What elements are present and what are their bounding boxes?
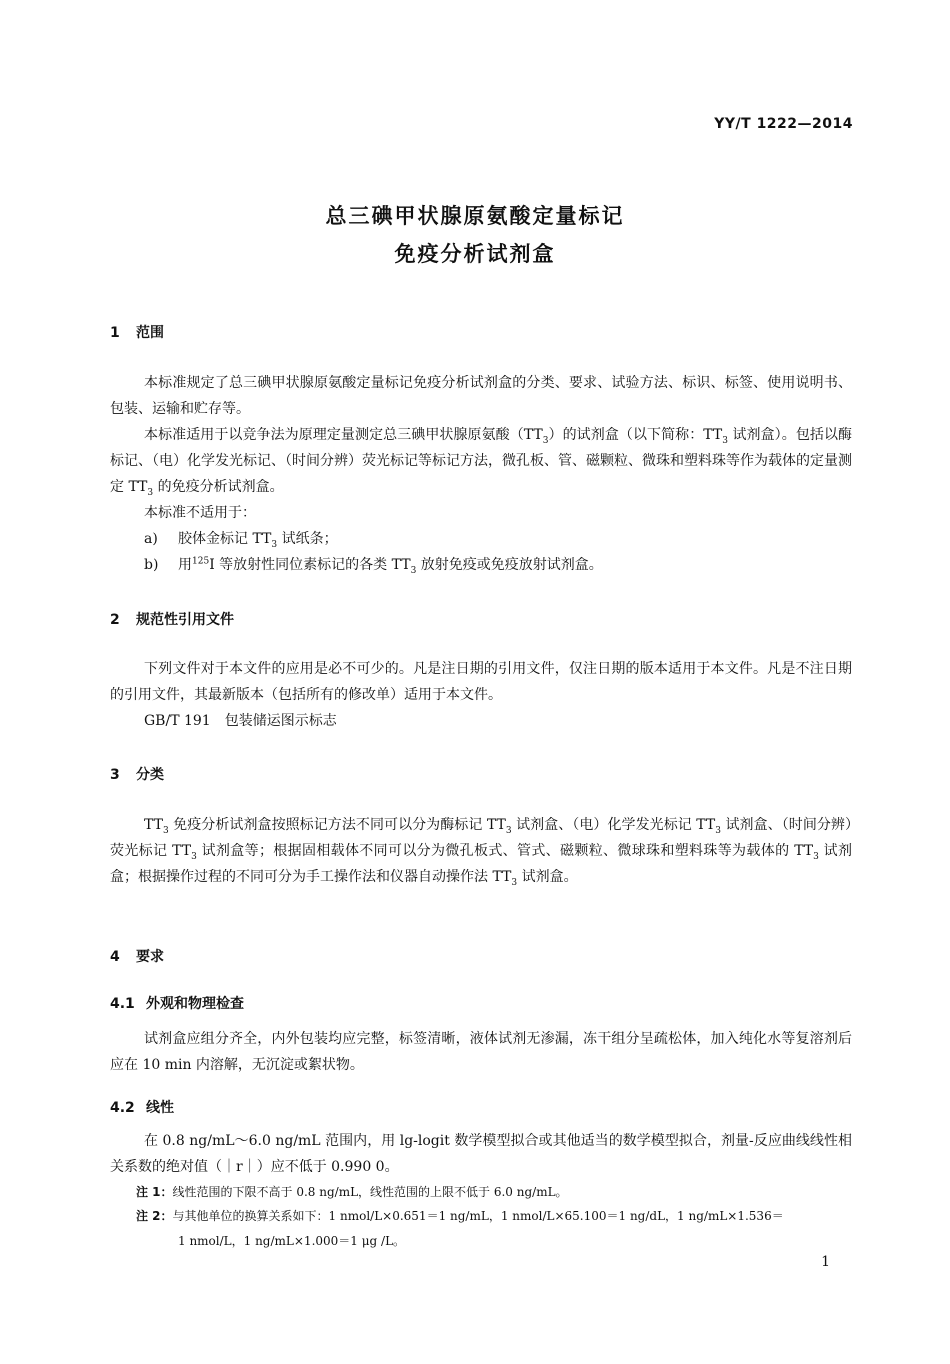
subsection-number: 4.2: [110, 1100, 135, 1116]
document-title-line-2: 免疫分析试剂盒: [394, 242, 556, 266]
section-2-paragraph: 下列文件对于本文件的应用是必不可少的。凡是注日期的引用文件，仅注日期的版本适用于本文件。凡是不注日期的引用文件，其最新版本（包括所有的修改单）适用于本文件。: [110, 661, 852, 703]
note-2: 注 2：与其他单位的换算关系如下：1 nmol/L×0.651＝1 ng/mL，1 nmol/L×65.100＝1 ng/dL，1 ng/mL×1.536＝: [136, 1209, 784, 1223]
section-1-heading: [110, 322, 164, 342]
note-label: 注 1：: [136, 1185, 173, 1199]
note-1: 注 1：线性范围的下限不高于 0.8 ng/mL，线性范围的上限不低于 6.0 ng/mL。: [136, 1185, 568, 1199]
section-number: 1: [110, 325, 120, 341]
list-item-a: a) 胶体金标记 $TT_3$ 试纸条；: [144, 531, 338, 550]
subsection-title: 线性: [146, 1100, 174, 1116]
section-1-paragraph-2: 本标准适用于以竞争法为原理定量测定总三碘甲状腺原氨酸$(TT_3)$的试剂盒（以下简称：$TT_3$ 试剂盒）。包括以酶标记、（电）化学发光标记、（时间分辨）荧光标记等标记方法，微孔板、管、磁颗粒、微珠和塑料珠等作为载体的定量测定 $TT_3$ 的免疫分析试剂盒。: [110, 427, 853, 498]
section-number: 4: [110, 949, 120, 965]
normative-reference: GB/T 191 包装储运图示标志: [144, 713, 337, 729]
section-title: 规范性引用文件: [136, 612, 234, 628]
subsection-4-1-paragraph: 试剂盒应组分齐全，内外包装均应完整，标签清晰，液体试剂无渗漏，冻干组分呈疏松体，加入纯化水等复溶剂后应在 10 min 内溶解，无沉淀或絮状物。: [110, 1031, 852, 1073]
section-3-heading: [110, 764, 164, 784]
document-title-line-1: 总三碘甲状腺原氨酸定量标记: [325, 204, 625, 228]
section-number: 3: [110, 767, 120, 783]
section-1-paragraph-1: 本标准规定了总三碘甲状腺原氨酸定量标记免疫分析试剂盒的分类、要求、试验方法、标识、标签、使用说明书、包装、运输和贮存等。: [110, 375, 852, 417]
subsection-4-2-paragraph: 在 0.8 ng/mL～6.0 ng/mL 范围内，用 lg-logit 数学模型拟合或其他适当的数学模型拟合，剂量-反应曲线线性相关系数的绝对值（｜r｜）应不低于 0.990 0。: [110, 1133, 852, 1175]
section-4-heading: [110, 946, 164, 966]
section-title: 要求: [136, 949, 164, 965]
standard-number: YY/T 1222—2014: [714, 116, 853, 132]
section-3-paragraph: $TT_3$ 免疫分析试剂盒按照标记方法不同可以分为酶标记 $TT_3$ 试剂盒、（电）化学发光标记 $TT_3$ 试剂盒、（时间分辨）荧光标记 $TT_3$ 试剂盒等；根据固相载体不同可以分为微孔板式、管式、磁颗粒、微球珠和塑料珠等为载体的 $TT_3$ 试剂盒；根据操作过程的不同可分为手工操作法和仪器自动操作法 $TT_3$ 试剂盒。: [110, 817, 852, 888]
section-2-heading: [110, 609, 234, 629]
section-title: 范围: [136, 325, 164, 341]
page-number: 1: [821, 1254, 830, 1270]
section-number: 2: [110, 612, 120, 628]
subsection-4-1-heading: [110, 993, 244, 1013]
subsection-number: 4.1: [110, 996, 135, 1012]
list-item-b: b) 用$^{125}$I 等放射性同位素标记的各类 $TT_3$ 放射免疫或免疫放射试剂盒。: [144, 556, 603, 576]
section-1-paragraph-3: 本标准不适用于：: [144, 505, 256, 521]
section-title: 分类: [136, 767, 164, 783]
subsection-4-2-heading: [110, 1097, 174, 1117]
note-label: 注 2：: [136, 1209, 173, 1223]
subsection-title: 外观和物理检查: [146, 996, 244, 1012]
note-2-continuation: 1 nmol/L，1 ng/mL×1.000＝1 μg /L。: [178, 1234, 406, 1248]
